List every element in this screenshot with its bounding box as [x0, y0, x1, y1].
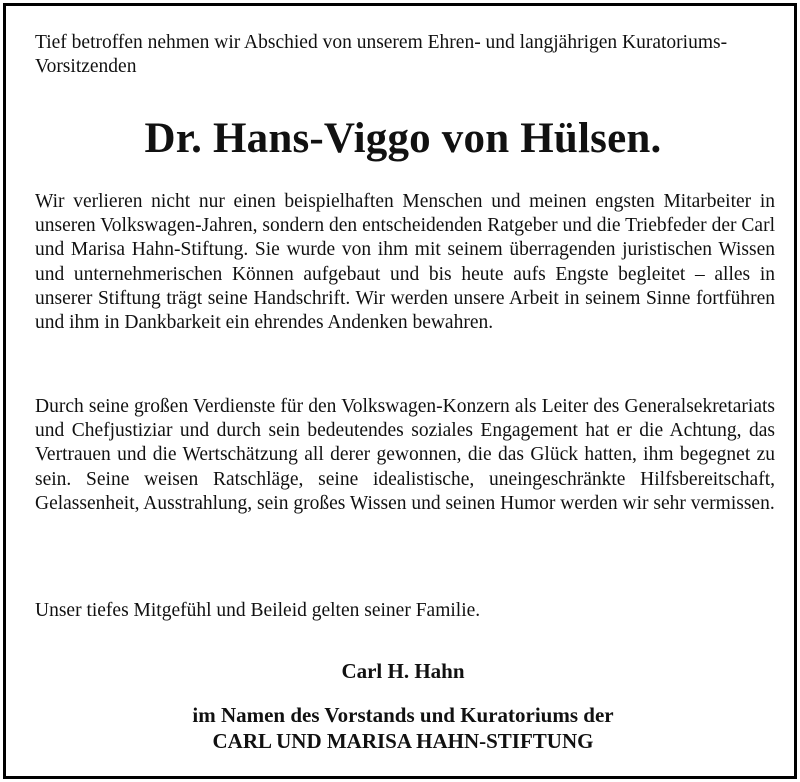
- body-paragraph-1: Wir verlieren nicht nur einen beispielhaften Menschen und meinen engsten Mitarbeiter in unseren Volkswagen-Jahren, sondern den entscheidenden Ratgeber und die Triebfeder der Carl und Marisa Hahn-Stiftung. Sie wurde von ihm mit seinem überragenden juristischen Wissen und unternehmerischen Können aufgebaut und bis heute aufs Engste begleitet – alles in unserer Stiftung trägt seine Handschrift. Wir werden unsere Arbeit in seinem Sinne fortführen und ihm in Dankbarkeit ein ehrendes Andenken bewahren.: [35, 191, 775, 334]
- body-paragraph-2: Durch seine großen Verdienste für den Volkswagen-Konzern als Leiter des Generalsekretariats und Chefjustiziar und durch sein bedeutendes soziales Engagement hat er die Achtung, das Vertrauen und die Wertschätzung all derer gewonnen, die das Glück hatten, ihm begegnet zu sein. Seine weisen Ratschläge, seine idealistische, uneingeschränkte Hilfsbereitschaft, Gelassenheit, Ausstrahlung, sein großes Wissen und seinen Humor werden wir sehr vermissen.: [35, 396, 775, 514]
- signatory-role: im Namen des Vorstands und Kuratoriums der: [192, 703, 614, 727]
- signatory-name: Carl H. Hahn: [341, 659, 465, 683]
- intro-text: Tief betroffen nehmen wir Abschied von unserem Ehren- und langjährigen Kuratoriums-Vorsitzenden: [35, 32, 728, 77]
- deceased-name: Dr. Hans-Viggo von Hülsen.: [144, 115, 662, 162]
- body-paragraph-3: Unser tiefes Mitgefühl und Beileid gelten seiner Familie.: [35, 600, 481, 621]
- foundation-name: CARL UND MARISA HAHN-STIFTUNG: [212, 729, 594, 753]
- obituary-notice-frame: [3, 3, 797, 779]
